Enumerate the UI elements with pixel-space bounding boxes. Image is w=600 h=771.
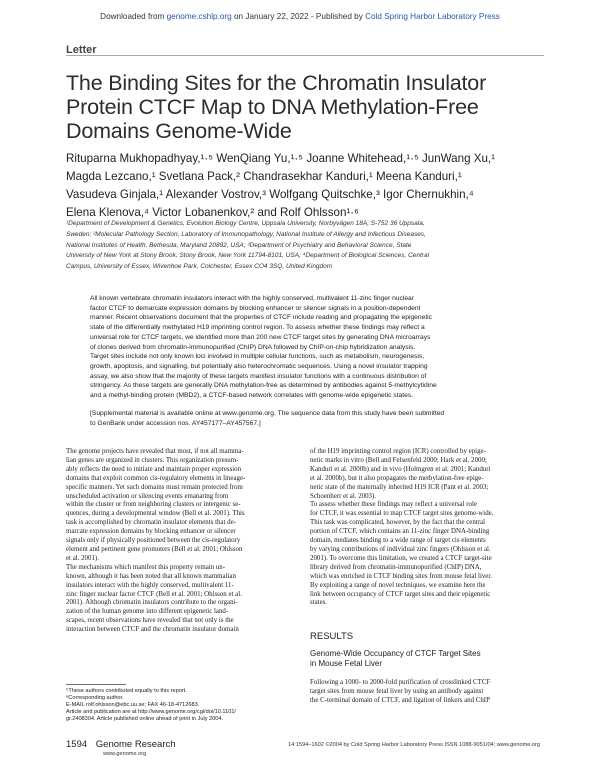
body-line: The genome projects have revealed that most, if not all mamma- [66,448,244,455]
body-line: specific manners. Yet such domains must remain protected from [66,483,243,491]
body-line: By exploiting a range of novel techniques, we examine here the [310,581,486,589]
body-line: portion of CTCF, which contains an 11-zinc finger DNA-binding [310,528,490,536]
title-line: The Binding Sites for the Chromatin Insulator [66,71,487,95]
body-line: To assess whether these findings may reflect a universal role [310,501,477,509]
body-line: netic state of the maternally inherited H19 ICR (Pant et al. 2003; [310,483,489,491]
body-line: The mechanisms which manifest this property remain un- [66,563,226,571]
body-line: ably reflects the need to initiate and maintain proper expression [66,465,242,473]
body-line: quences, during a developmental window (Bell et al. 2001). This [66,510,245,518]
body-line: which was enriched in CTCF binding sites from mouse fetal liver. [310,572,492,580]
supplement-line: [Supplemental material is available online at www.genome.org. The sequence data from this study have been submitted [90,410,445,417]
affiliation-line: Sweden; ²Molecular Pathology Section, Laboratory of Immunopathology, National Institute of Allergy and Infectious Diseases, [66,230,426,238]
body-line: known, although it has been noted that all known mammalian [66,572,236,580]
footnotes [66,688,300,723]
body-line: unscheduled activation or silencing events emanating from [66,492,229,500]
banner-site-link[interactable]: genome.cshlp.org [166,12,232,21]
author-line: Elena Klenova,⁴ Victor Lobanenkov,² and Rolf Ohlsson¹·⁶ [66,206,359,219]
section-rule [66,55,544,56]
body-line: 2001). Although chromatin insulators contribute to the organi- [66,599,238,607]
abstract-line: universal role for CTCF targets, we identified more than 200 new CTCF target sites by generating DNA microarrays [90,333,431,341]
body-line: Schoenherr et al. 2003). [310,492,377,500]
section-label: Letter [66,44,97,56]
body-line: states. [310,599,328,607]
subheading-line: Genome-Wide Occupancy of CTCF Target Sites [310,649,481,658]
abstract-line: manner. Recent observations document that the properties of CTCF include reading and propagating the epigenetic [90,314,433,322]
abstract-line: state of the differentially methylated H19 imprinting control region. To assess whether these findings may reflect a [90,324,425,332]
results-subheading [310,649,481,669]
body-line: library derived from chromatin-immunopurified (ChIP) DNA, [310,563,482,571]
body-line: This task was complicated, however, by the fact that the central [310,519,485,527]
affiliation-line: National Institutes of Health, Bethesda, Maryland 20892, USA; ³Department of Psychiatry and Behavioral Science, State [66,241,412,249]
banner-publisher-link[interactable]: Cold Spring Harbor Laboratory Press [365,12,500,21]
banner-middle: on January 22, 2022 - Published by [234,12,363,21]
body-line: zinc finger nuclear factor CTCF (Bell et al. 2001; Ohlsson et al. [66,590,242,598]
author-line: Magda Lezcano,¹ Svetlana Pack,² Chandrasekhar Kanduri,¹ Meena Kanduri,¹ [66,170,462,183]
abstract-line: assay, we also show that the majority of these targets manifest insulator functions with a continuous distribution of [90,372,427,380]
body-line: lian genes are organized in clusters. This organization presum- [66,456,239,464]
footnote-line: gr.2408304. Article published online ahead of print in July 2004. [66,716,224,723]
body-line: within the cluster or from neighboring clusters or intergenic se- [66,501,241,509]
body-line: for CTCF, it was essential to map CTCF target sites genome-wide. [310,510,494,518]
abstract-line: factor CTCF to demarcate expression domains by blocking enhancer or silencer signals in a position-dependent [90,304,421,312]
body-line: marcate expression domains by blocking enhancer or silencer [66,528,236,536]
author-line: Rituparna Mukhopadhyay,¹·⁵ WenQiang Yu,¹·⁵ Joanne Whitehead,¹·⁵ JunWang Xu,¹ [66,152,496,165]
body-line: scapes, recent observations have revealed that not only is the [66,617,234,625]
body-line: domains that exploit common cis-regulatory elements in lineage- [66,474,246,482]
body-line: Following a 1000- to 2000-fold purification of crosslinked CTCF [310,679,491,686]
body-line: task is accomplished by chromatin insulator elements that de- [66,519,236,527]
footnote-rule [66,684,126,685]
download-banner [0,12,600,21]
body-line: signals only if physically positioned between the cis-regulatory [66,537,241,545]
abstract-line: and a methyl-binding protein (MBD2), a CTCF-based network correlates with genome-wide epigenetic states. [90,392,414,400]
results-text [310,679,544,706]
affiliation-line: ¹Department of Development & Genetics, Evolution Biology Centre, Uppsala University, Norbyvägen 18A, S-752 36 Uppsala, [66,220,425,227]
abstract-line: Target sites include not only known loci involved in multiple cellular functions, such as metabolism, neurogenesis, [90,353,425,361]
page-folio [66,739,176,750]
supplement-line: to GenBank under accession nos. AY457177–AY457567.] [90,419,261,427]
footnote-line: Article and publication are at http://www.genome.org/cgi/doi/10.1101/ [66,709,236,716]
body-line: 2001). To overcome this limitation, we created a CTCF target-site [310,554,492,562]
body-line: et al. 2001). [66,554,99,562]
body-line: element and pertinent gene promoters (Bell et al. 2001; Ohlsson [66,545,243,553]
author-line: Vasudeva Ginjala,¹ Alexander Vostrov,³ Wolfgang Quitschke,³ Igor Chernukhin,⁴ [66,188,474,201]
title-line: Protein CTCF Map to DNA Methylation-Free [66,95,479,119]
abstract [90,294,530,401]
body-line: et al. 2000b), but it also propagates the methylation-free epige- [310,474,484,482]
body-line: of the H19 imprinting control region (ICR) controlled by epige- [310,448,486,455]
abstract-line: growth, apoptosis, and signalling, but potentially also heterochromatic sequences. Using a novel insulator trapping [90,362,428,370]
abstract-line: stringency. As these targets are generally DNA methylation-free as determined by antibodies against 5-methylcytidine [90,382,437,390]
banner-prefix: Downloaded from [100,12,165,21]
affiliation-line: University of New York at Stony Brook, Stony Brook, New York 11794-8101, USA; ⁴Department of Biological Sciences, Central [66,252,430,260]
abstract-line: All known vertebrate chromatin insulators interact with the highly conserved, multivalent 11-zinc finger nuclear [90,295,415,302]
footnote-line: ⁵These authors contributed equally to this report. [66,688,187,694]
body-line: zation of the human genome into different epigenetic land- [66,608,229,616]
page-number: 1594 [66,739,88,750]
body-line: domain, mediates binding to a wide range of target cis elements [310,537,486,545]
body-line: link between occupancy of CTCF target sites and their epigenetic [310,590,491,598]
footnote-line: E-MAIL rolf.ohlsson@ebc.uu.se; FAX 46-18-4712683. [66,702,200,709]
body-line: by varying contributions of individual zinc fingers (Ohlsson et al. [310,545,491,553]
body-line: Kanduri et al. 2000b) and in vivo (Holmgren et al. 2001; Kanduri [310,465,491,473]
body-line: insulators interact with the highly conserved, multivalent 11- [66,581,234,589]
journal-name: Genome Research [95,739,176,750]
subheading-line: in Mouse Fetal Liver [310,659,383,668]
footnote-line: ⁶Corresponding author. [66,695,124,702]
affiliations [66,219,556,273]
body-line: interaction between CTCF and the chromatin insulator domain [66,626,239,634]
body-column-left [66,448,300,635]
abstract-line: of clones derived from chromatin-immunopurified (ChIP) DNA followed by ChIP-on-chip hybridization analysis. [90,343,416,351]
body-line: netic marks in vitro (Bell and Felsenfeld 2000; Hark et al. 2000; [310,456,487,464]
article-title [66,71,556,143]
body-line: target sites from mouse fetal liver by using an antibody against [310,687,484,695]
body-line: the C-terminal domain of CTCF, and ligation of linkers and ChIP [310,696,490,704]
author-list [66,150,566,222]
affiliation-line: Campus, University of Essex, Wivenhoe Park, Colchester, Essex CO4 3SQ, United Kingdom [66,263,333,271]
body-column-right [310,448,544,608]
journal-url: www.genome.org [103,751,147,757]
results-heading: RESULTS [310,631,354,642]
copyright-line: 14:1594–1602 ©2004 by Cold Spring Harbor Laboratory Press ISSN 1088-9051/04; www.genome.org [288,742,540,748]
supplement-note [90,409,530,428]
title-line: Domains Genome-Wide [66,119,292,143]
